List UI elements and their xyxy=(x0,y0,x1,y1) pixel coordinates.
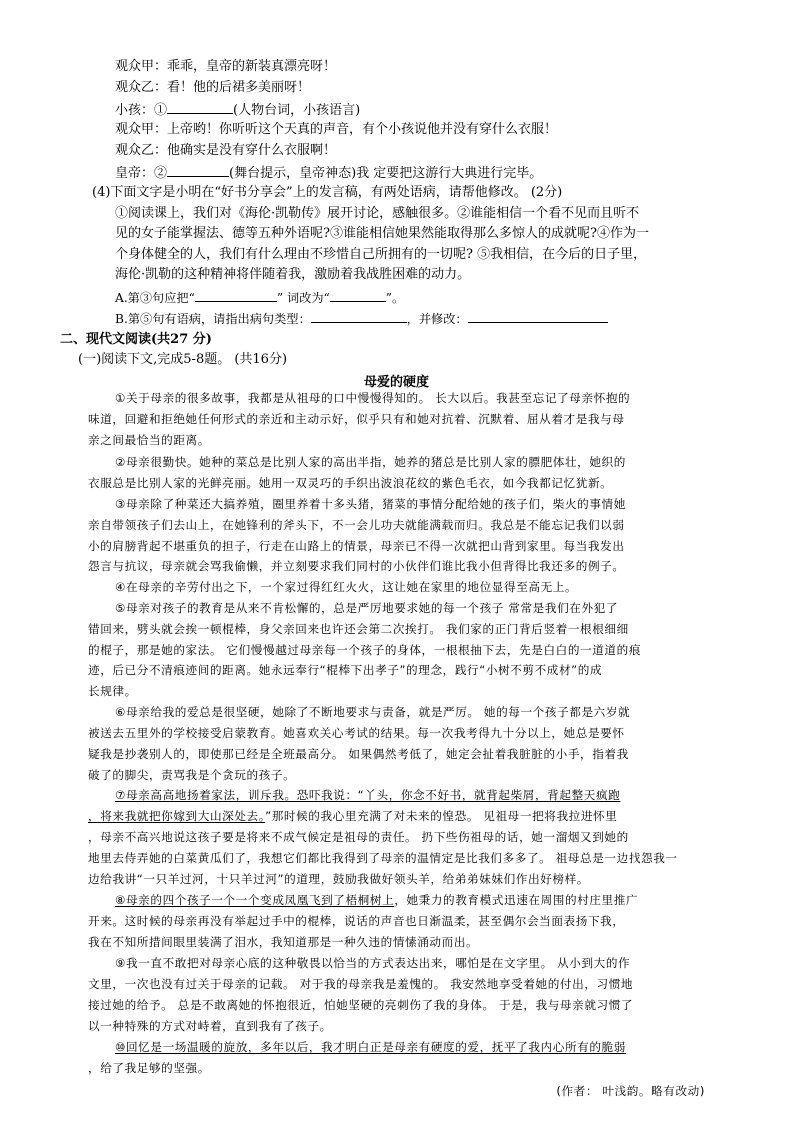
answer-blank-4[interactable] xyxy=(330,288,386,302)
q4-part-a xyxy=(115,288,404,307)
essay-text: ，她秉力的教育模式迅速在周围的村庄里推广 xyxy=(394,893,639,907)
essay-line: ，母亲不高兴地说这孩子要是将来不成气候定是祖母的责任。 扔下些伤祖母的话，她一溜烟又到她的 xyxy=(88,830,629,844)
answer-blank-1[interactable] xyxy=(167,100,233,114)
q4-passage-line-3: 个身体健全的人，我们有什么理由不珍惜自己所拥有的一切呢? ⑤我相信，在今后的日子里， xyxy=(115,247,647,262)
essay-line: 破了的脚尖，责骂我是个贪玩的孩子。 xyxy=(88,768,296,782)
essay-line: 接过她的给予。 总是不敢离她的怀抱很近，怕她坚硬的亮刺伤了我的身体。 于是，我与母亲就习惯了 xyxy=(88,998,634,1012)
answer-blank-5[interactable] xyxy=(311,309,407,323)
essay-line: 的棍子，那是她的家法。 它们慢慢越过母亲每一个孩子的身体，一根根抽下去，先是白白的一道道的痕 xyxy=(88,643,642,657)
essay-line: 以一种特殊的方式对峙着，直到我有了孩子。 xyxy=(88,1019,332,1033)
essay-line: 地里去侍弄她的白菜黄瓜们了，我想它们都比我得到了母亲的温情定是比我们多多了。 祖母总是一边找怨我一 xyxy=(88,851,678,865)
essay-line: 亲自带领孩子们去山上，在她锋利的斧头下，不一会儿功夫就能满载而归。我总是不能忘记我们以弱 xyxy=(88,518,625,532)
q4-passage-line-4: 海伦·凯勒的这种精神将伴随着我，激励着我战胜困难的动力。 xyxy=(115,267,471,282)
q4-passage-line-2: 见的女子能掌握法、德等五种外语呢?③谁能相信她果然能取得那么多惊人的成就呢?④作为一 xyxy=(115,226,649,241)
subsection-instructions: (一)阅读下文,完成5-8题。 (共16分) xyxy=(78,352,288,367)
essay-line: 开来。这时候的母亲再没有举起过手中的棍棒，说话的声音也日渐温柔，甚至偶尔会当面表扬下我， xyxy=(88,914,625,928)
underlined-phrase: ⑧母亲的四个孩子一个一个变成凤凰飞到了梧桐树上 xyxy=(115,893,395,907)
dialogue-audience-a-1: 观众甲：乖乖，皇帝的新装真漂亮呀！ xyxy=(115,59,337,74)
q4-passage-line-1: ①阅读课上，我们对《海伦·凯勒传》展开讨论，感触很多。②谁能相信一个看不见而且听不 xyxy=(115,206,640,221)
essay-line: 怨言与抗议，母亲就会骂我偷懒，并立刻要求我们同村的小伙伴们谁比我小但背得比我还多的例子。 xyxy=(88,559,625,573)
essay-line: 味道，回避和拒绝她任何形式的亲近和主动示好，似乎只有和她对抗着、沉默着、屈从着才是我与母 xyxy=(88,412,625,426)
essay-line: 边给我讲“一只羊过河，十只羊过河”的道理，鼓励我做好领头羊，给弟弟妹妹们作出好榜样。 xyxy=(88,872,589,886)
q4-a-suffix: ”。 xyxy=(385,291,405,305)
underlined-phrase: ，将来我就把你嫁到大山深处去。 xyxy=(88,809,266,823)
q4-b-mid: ，并修改： xyxy=(406,312,468,326)
essay-line: 疑我是抄袭别人的，即使那已经是全班最高分。 如果偶然考低了，她定会扯着我脏脏的小手，指着我 xyxy=(88,747,629,761)
kid-prefix: 小孩：① xyxy=(115,103,168,118)
section-heading: 二、现代文阅读(共27 分) xyxy=(60,332,212,347)
essay-line: ⑤母亲对孩子的教育是从来不肯松懈的，总是严厉地要求她的每一个孩子 常常是我们在外犯了 xyxy=(115,601,619,615)
q4-a-mid: ” 词改为“ xyxy=(276,291,330,305)
essay-line: 错回来，劈头就会挨一顿棍棒，身父亲回来也许还会第二次挨打。 我们家的正门背后竖着一根根细细 xyxy=(88,622,629,636)
q4-part-b xyxy=(115,309,608,328)
essay-line: ，给了我足够的坚强。 xyxy=(88,1061,210,1075)
essay-line xyxy=(115,891,638,909)
dialogue-audience-b-1: 观众乙：看！他的后裙多美丽呀！ xyxy=(115,80,311,95)
q4-a-prefix: A.第③句应把“ xyxy=(115,291,195,305)
essay-line xyxy=(88,807,617,825)
emperor-prefix: 皇帝：② xyxy=(115,166,168,181)
essay-line: 我在不知所措间眼里装满了泪水，我知道那是一种久违的情愫涌动而出。 xyxy=(88,935,479,949)
essay-line: 衣服总是比别人家的光鲜亮丽。她用一双灵巧的手织出波浪花纹的紫色毛衣，如今我都记忆犹新。 xyxy=(88,476,613,490)
dialogue-emperor-line xyxy=(115,163,542,183)
dialogue-kid-line xyxy=(115,100,360,120)
essay-line: 亲之间最恰当的距离。 xyxy=(88,433,210,447)
dialogue-audience-a-2: 观众甲：上帝哟！你听听这个天真的声音，有个小孩说他并没有穿什么衣服！ xyxy=(115,122,558,137)
q4-b-prefix: B.第⑤句有语病，请指出病句类型： xyxy=(115,312,311,326)
essay-line: 迹，后已分不清痕迹间的距离。她永远奉行“棍棒下出孝子”的理念，践行“小树不剪不成材”的成 xyxy=(88,663,603,677)
essay-line-underlined: ⑩回忆是一场温暖的旋放，多年以后，我才明白正是母亲有硬度的爱，抚平了我内心所有的脆弱 xyxy=(115,1040,626,1054)
answer-blank-6[interactable] xyxy=(468,309,608,323)
essay-title: 母爱的硬度 xyxy=(363,375,429,390)
essay-line: 小的肩膀背起不堪重负的担子，行走在山路上的情景，母亲已不得一次就把山背到家里。每当我发出 xyxy=(88,539,625,553)
answer-blank-3[interactable] xyxy=(195,288,277,302)
dialogue-audience-b-2: 观众乙：他确实是没有穿什么衣服啊！ xyxy=(115,143,337,158)
essay-line: ①关于母亲的很多故事，我都是从祖母的口中慢慢得知的。 长大以后。我甚至忘记了母亲怀抱的 xyxy=(115,391,631,405)
essay-text: ”那时候的我心里充满了对未来的惶恐。 见祖母一把将我拉进怀里 xyxy=(265,809,618,823)
essay-line-underlined: ⑦母亲高高地扬着家法，训斥我。恐吓我说：“丫头，你念不好书，就背起柴屑，背起整天疯跑 xyxy=(115,788,621,802)
essay-line: 被送去五里外的学校接受启蒙教育。她喜欢关心考试的结果。每一次我考得九十分以上，她总是要怀 xyxy=(88,726,625,740)
essay-credit: (作者： 叶浅韵。略有改动) xyxy=(556,1084,705,1098)
answer-blank-2[interactable] xyxy=(167,163,229,177)
essay-line: ⑥母亲给我的爱总是很坚硬，她除了不断地要求与责备，就是严厉。 她的每一个孩子都是六岁就 xyxy=(115,705,631,719)
essay-line: 文里，一次也没有过关于母亲的记载。 对于我的母亲我是羞愧的。 我安然地享受着她的付出，习惯地 xyxy=(88,977,634,991)
essay-line: 长规律。 xyxy=(88,684,137,698)
essay-line: ③母亲除了种菜还大搞养殖，圈里养着十多头猪，猪菜的事情分配给她的孩子们，柴火的事情她 xyxy=(115,497,626,511)
q4-stem: (4)下面文字是小明在“好书分享会”上的发言稿，有两处语病，请帮他修改。 (2分) xyxy=(92,185,563,200)
essay-line: ②母亲很勤快。她种的菜总是比别人家的高出半指，她养的猪总是比别人家的膘肥体壮，她织的 xyxy=(115,455,626,469)
emperor-note: (舞台提示，皇帝神态)我 定要把这游行大典进行完毕。 xyxy=(229,166,543,181)
essay-line: ⑨我一直不敢把对母亲心底的这种敬畏以恰当的方式表达出来，哪怕是在文字里。 从小到大的作 xyxy=(115,956,631,970)
kid-note: (人物台词，小孩语言) xyxy=(233,103,361,118)
essay-line: ④在母亲的辛劳付出之下，一个家过得红红火火，这让她在家里的地位显得至高无上。 xyxy=(115,580,578,594)
